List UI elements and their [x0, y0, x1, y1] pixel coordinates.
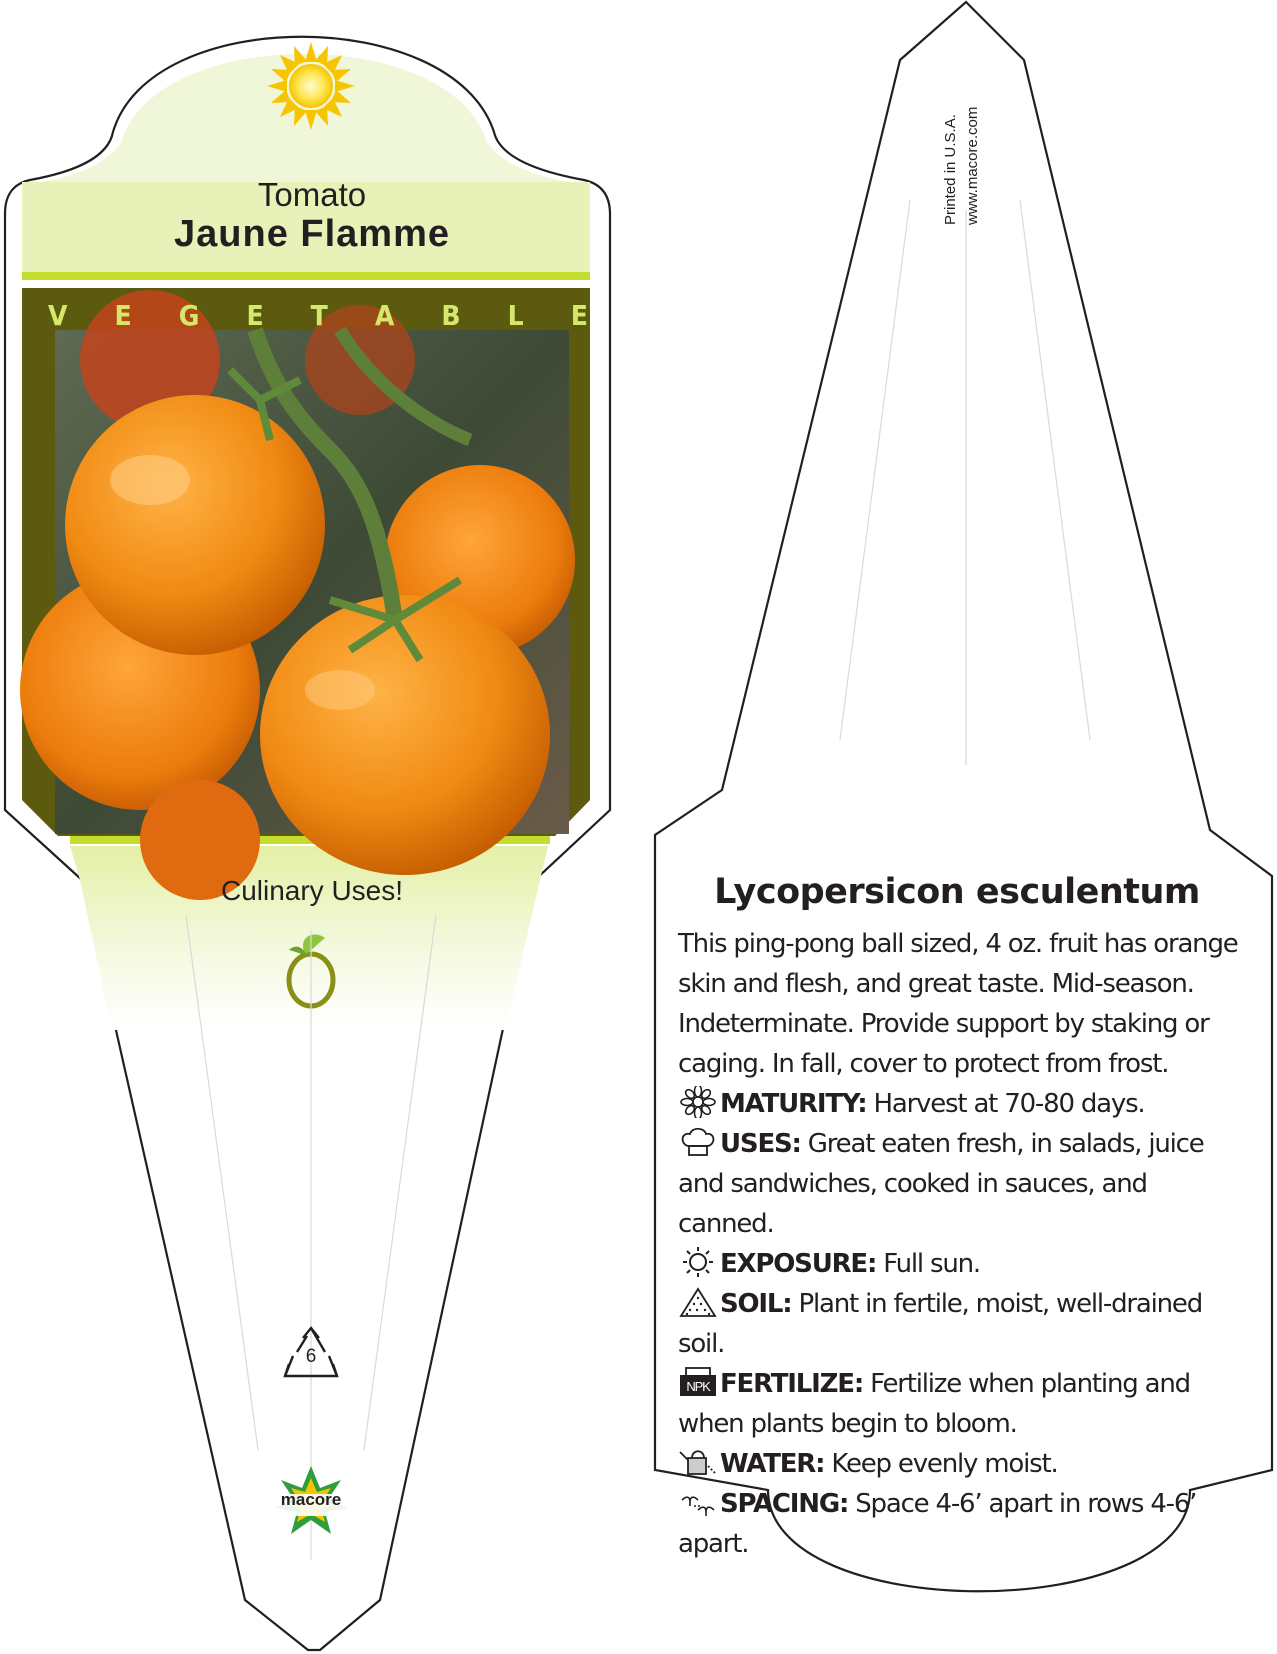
category-letter: A [374, 299, 395, 332]
care-text: Great eaten fresh, in salads, juice and sandwiches, cooked in sauces, and canned. [678, 1129, 1204, 1239]
care-text: Harvest at 70-80 days. [866, 1089, 1145, 1119]
care-label: EXPOSURE: [720, 1249, 877, 1279]
sun-icon [267, 42, 355, 130]
care-text: Fertilize when planting and when plants begin to bloom. [678, 1369, 1190, 1439]
care-text: Plant in fertile, moist, well-drained soil. [678, 1289, 1203, 1359]
category-letter: L [507, 299, 524, 332]
category-letter: V [48, 299, 68, 332]
care-label: SOIL: [720, 1289, 792, 1319]
care-item [678, 1484, 1248, 1564]
website-text: www.macore.com [964, 106, 981, 225]
category-letter: T [310, 299, 328, 332]
care-label: MATURITY: [720, 1089, 867, 1119]
printer-credit [940, 55, 984, 225]
care-text: Full sun. [876, 1249, 980, 1279]
brand-name: macore [280, 1490, 342, 1509]
soil-icon [678, 1286, 720, 1318]
flower-icon [678, 1086, 720, 1118]
care-label: FERTILIZE: [720, 1369, 864, 1399]
variety-name: Jaune Flamme [174, 213, 450, 255]
care-label: WATER: [720, 1449, 825, 1479]
tomato-photo [20, 290, 575, 900]
care-item [678, 1244, 1248, 1284]
common-name: Tomato [257, 176, 367, 213]
category-letter: E [570, 299, 588, 332]
care-text: Keep evenly moist. [824, 1449, 1058, 1479]
care-item [678, 1444, 1248, 1484]
recycle-number: 6 [305, 1346, 317, 1367]
category-letter: G [178, 299, 200, 332]
care-item [678, 1284, 1248, 1364]
botanical-name: Lycopersicon esculentum [714, 872, 1200, 912]
care-item [678, 1084, 1248, 1124]
highlight-text: Culinary Uses! [220, 875, 404, 906]
printed-in-text: Printed in U.S.A. [942, 114, 959, 225]
chef-hat-icon [678, 1126, 720, 1158]
description: This ping-pong ball sized, 4 oz. fruit has orange skin and flesh, and great taste. Mid-season. Indeterminate. Provide support by staking or caging. In fall, cover to protect from frost. [678, 929, 1238, 1079]
category-letter: B [441, 299, 461, 332]
care-instructions [678, 1084, 1248, 1564]
sun-outline-icon [678, 1246, 720, 1278]
watering-can-icon [678, 1446, 720, 1478]
care-label: SPACING: [720, 1489, 849, 1519]
care-item [678, 1364, 1248, 1444]
care-label: USES: [720, 1129, 801, 1159]
svg-text:NPK: NPK [686, 1379, 710, 1394]
spacing-icon [678, 1486, 720, 1518]
category-letter: E [114, 299, 132, 332]
category-label [48, 299, 588, 332]
care-item [678, 1124, 1248, 1244]
npk-icon [678, 1366, 720, 1398]
category-letter: E [246, 299, 264, 332]
care-text: Space 4-6’ apart in rows 4-6’ apart. [678, 1489, 1197, 1559]
